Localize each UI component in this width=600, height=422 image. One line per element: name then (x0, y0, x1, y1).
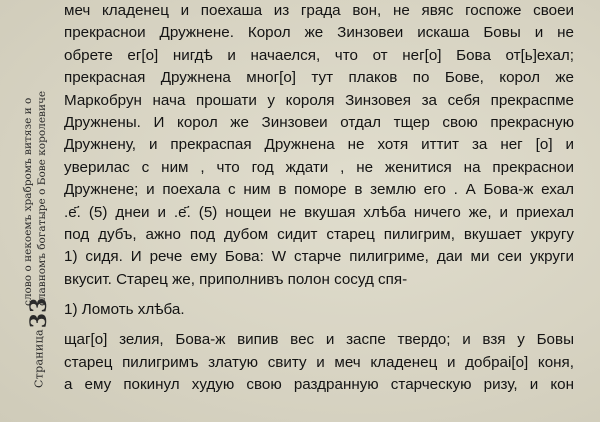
text-line: старец пилигримъ златую свиту и меч кладенец и добраі[о] коня, (64, 353, 574, 371)
text-line: .е҃. (5) днеи и .е҃. (5) нощеи не вкушая хлѣба ничего же, и приехал (64, 203, 574, 221)
text-line: Маркобрун нача прошати у короля Зинзовея за себя прекраспме (64, 91, 574, 109)
text-line: вкусит. Старец же, приполнивъ полон сосуд спя- (64, 270, 408, 288)
text-line: прекрасная Дружнена мног[о] тут плаков по Бове, корол же (64, 69, 574, 87)
text-line: прекраснои Дружнене. Корол же Зинзовеи искаша Бовы и не (64, 24, 574, 42)
footnote: 1) Ломоть хлѣба. (64, 301, 185, 319)
page-number: 33 (26, 297, 52, 329)
running-header-margin (0, 0, 52, 422)
vertical-header (22, 90, 52, 388)
text-line: щаг[о] зелия, Бова-ж випив вес и заспе твердо; и взя у Бовы (64, 331, 574, 349)
running-title-line-2: славномъ богатыре о Бове королевиче (36, 90, 48, 306)
text-line: Дружнены. И корол же Зинзовеи отдал тщер свою прекрасную (64, 113, 574, 131)
text-line: обрете ег[о] нигдѣ и начаелся, что от нег[о] Бова от[ь]ехал; (64, 46, 574, 64)
body-text (64, 0, 574, 397)
text-line: а ему покинул худую свою раздранную старческую ризу, и кон (64, 376, 574, 394)
text-line: под дубъ, ажно под дубом сидит старец пилигрим, вкушает укругу (64, 225, 574, 243)
running-title-line-1: слово о некоемъ храбромъ витязе и о (22, 97, 34, 306)
text-line: уверилас с ним , что год ждати , не женитися на прекраснои (64, 158, 574, 176)
text-line: меч кладенец и поехаша из града вон, не явяс госпоже своеи (64, 2, 574, 19)
text-line: 1) сидя. И рече ему Бова: W старче пилигриме, даи ми сеи укруги (64, 248, 574, 266)
text-line: Дружнену, и прекраспая Дружнена не хотя иттит за нег [о] и (64, 136, 574, 154)
page-label: Страница (32, 329, 46, 388)
text-line: Дружнене; и поехала с ним в поморе в землю его . А Бова-ж ехал (64, 181, 574, 199)
